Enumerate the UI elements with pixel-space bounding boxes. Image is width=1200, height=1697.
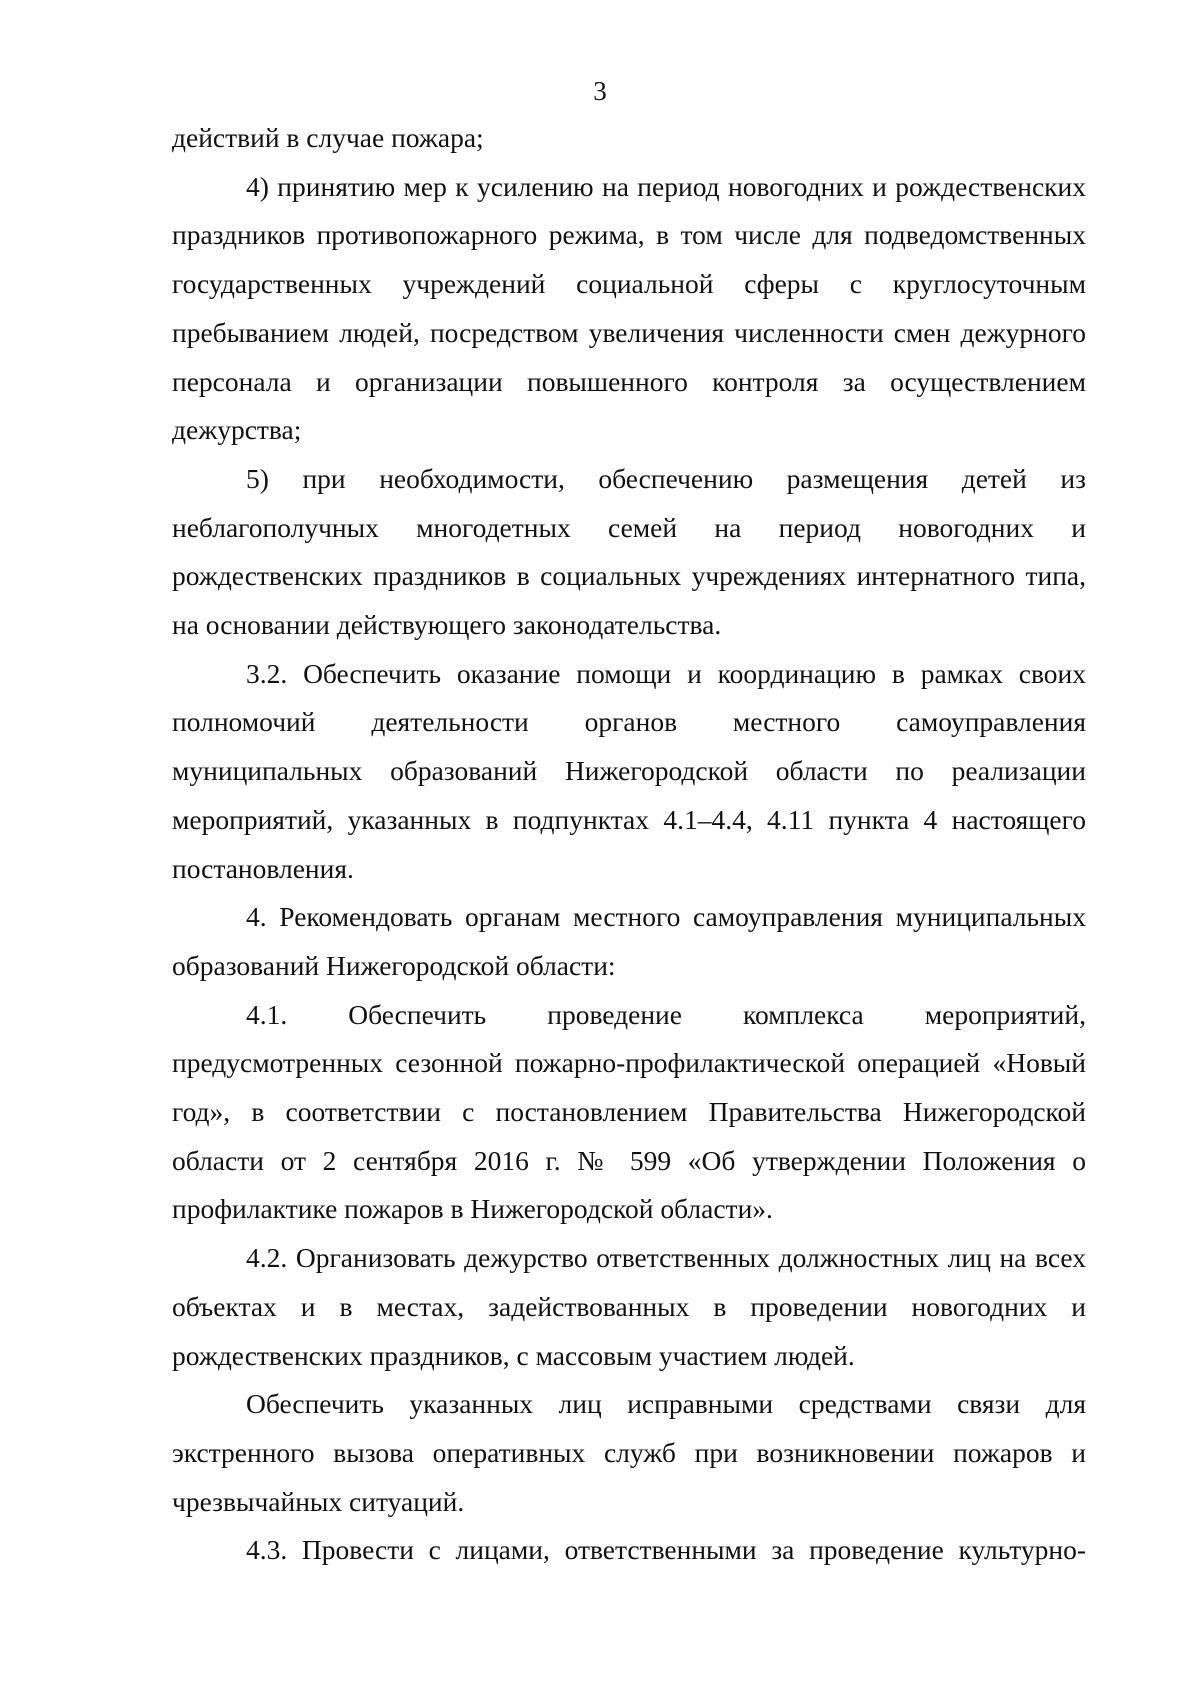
paragraph-3-2-assistance: 3.2. Обеспечить оказание помощи и координацию в рамках своих полномочий деятельности органов местного самоуправления муниципальных образований Нижегородской области по реализации мероприятий, указанных в подпунктах 4.1–4.4, 4.11 пункта 4 настоящего постановления. — [172, 657, 1086, 884]
paragraph-4-3-cultural-events: 4.3. Провести с лицами, ответственными за проведение культурно- — [246, 1534, 1086, 1566]
paragraph-4-recommendation: 4. Рекомендовать органам местного самоуправления муниципальных образований Нижегородской области: — [172, 901, 1086, 981]
document-body — [172, 114, 1086, 1575]
paragraph-4-1-new-year-operation: 4.1. Обеспечить проведение комплекса мероприятий, предусмотренных сезонной пожарно-профилактической операцией «Новый год», в соответствии с постановлением Правительства Нижегородской области от 2 сентября 2016 г. № 599 «Об утверждении Положения о профилактике пожаров в Нижегородской области». — [172, 998, 1086, 1225]
paragraph-item-4-fire-regime: 4) принятию мер к усилению на период новогодних и рождественских праздников противопожарного режима, в том числе для подведомственных государственных учреждений социальной сферы с круглосуточным пребыванием людей, посредством увеличения численности смен дежурного персонала и организации повышенного контроля за осуществлением дежурства; — [172, 170, 1086, 446]
paragraph-4-2-duty: 4.2. Организовать дежурство ответственных должностных лиц на всех объектах и в местах, задействованных в проведении новогодних и рождественских праздников, с массовым участием людей. — [172, 1242, 1086, 1371]
paragraph-item-5-children-placement: 5) при необходимости, обеспечению размещения детей из неблагополучных многодетных семей на период новогодних и рождественских праздников в социальных учреждениях интернатного типа, на основании действующего законодательства. — [172, 462, 1086, 641]
paragraph-communication-means: Обеспечить указанных лиц исправными средствами связи для экстренного вызова оперативных служб при возникновении пожаров и чрезвычайных ситуаций. — [172, 1388, 1086, 1517]
paragraph-fire-actions-end: действий в случае пожара; — [172, 122, 484, 153]
page-number: 3 — [593, 76, 607, 106]
